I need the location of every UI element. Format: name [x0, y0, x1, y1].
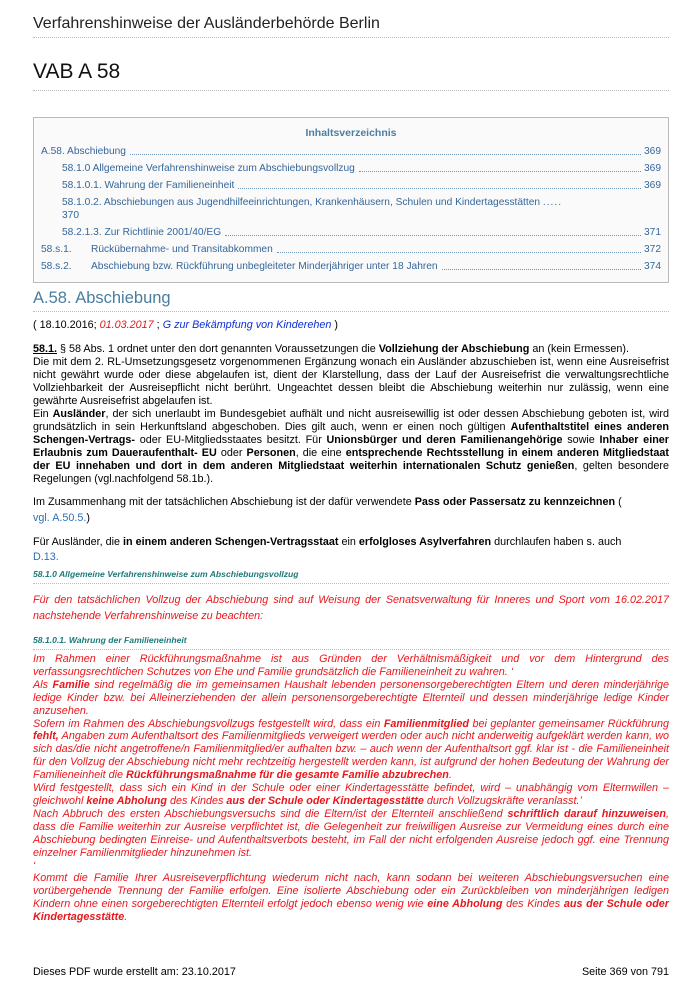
toc-entry[interactable]	[41, 145, 661, 158]
bold-text: Familie	[52, 678, 90, 691]
subsection-heading: 58.1.0.1. Wahrung der Familieneinheit	[33, 634, 669, 650]
toc-entry[interactable]	[41, 260, 661, 273]
bold-text: in einem anderen Schengen-Vertragsstaat	[123, 536, 339, 548]
toc-entry-label: 58.2.1.3. Zur Richtlinie 2001/40/EG	[62, 227, 222, 238]
family-unity-text: Im Rahmen einer Rückführungsmaßnahme ist aus Gründen der Verhältnismäßigkeit und vor dem Hintergrund des verfassungsrechtlichen Schutzes von Ehe und Familie grundsätzlich die Familieneinheit zu wahren. ‘	[33, 653, 669, 678]
bold-text: Ausländer	[52, 408, 106, 420]
document-page	[33, 0, 669, 924]
bold-text: Familienmitglied	[383, 717, 470, 730]
quote-mark: ‘	[33, 859, 36, 872]
page-footer	[33, 966, 669, 978]
toc-entry[interactable]	[41, 196, 661, 222]
text: )	[86, 512, 91, 524]
toc-entry-label: 58.1.0 Allgemeine Verfahrenshinweise zum Abschiebungsvollzug	[62, 163, 355, 174]
paragraph-text	[33, 535, 669, 565]
toc-entry-label: 58.1.0.2. Abschiebungen aus Jugendhilfeeinrichtungen, Krankenhäusern, Schulen und Kindertagesstätten	[62, 197, 541, 208]
toc-entry-page: 369	[644, 163, 661, 174]
toc-leader	[442, 269, 641, 270]
bold-text: erfolgloses Asylverfahren	[358, 536, 492, 548]
paragraph-text	[33, 494, 669, 526]
date-text: ( 18.10.2016;	[33, 319, 100, 331]
text: , der sich unerlaubt im Bundesgebiet aufhält und nicht ausreisewillig ist oder dessen Abschiebung geboten ist, wird grundsätzlich in sein Herkunftsland abgeschoben. Dies gilt auch, wenn er einen noch gültigen	[33, 408, 670, 433]
toc-entry-page: 371	[644, 227, 661, 238]
text: , dass die Familie weiterhin zur Ausreise verpflichtet ist, die Gelegenheit zur freiwilligen Ausreise zur Vermeidung eines durch eine Abschiebung bedingten Einreise- und Aufenthaltsverbots besteht, im Fall der nicht erfolgenden Ausreise jedoch ggf. eine Trennung einzelner Familienmitglieder hinzunehmen ist.	[33, 807, 669, 859]
toc-entry[interactable]	[41, 226, 661, 239]
bold-text: Inhaber einer Erlaubnis zum Daueraufenthalt- EU	[33, 434, 669, 459]
text: § 58 Abs. 1 ordnet unter den dort genannten Voraussetzungen die	[57, 343, 379, 355]
toc-title: Inhaltsverzeichnis	[305, 127, 397, 139]
text: durch Vollzugskräfte veranlasst.’	[423, 794, 582, 807]
bold-text: Personen	[246, 447, 296, 459]
bold-text: keine Abholung	[86, 794, 167, 807]
text: .	[448, 769, 452, 782]
amendment-dates	[33, 319, 669, 332]
table-of-contents	[33, 117, 669, 283]
toc-entry[interactable]	[41, 179, 661, 192]
bold-text: Rückführungsmaßnahme für die gesamte Familie abzubrechen	[126, 769, 449, 782]
text: Sofern im Rahmen des Abschiebungsvollzugs festgestellt wird, dass ein	[33, 717, 384, 730]
site-title: Verfahrenshinweise der Ausländerbehörde Berlin	[33, 0, 669, 38]
toc-entry-number: 58.s.2.	[41, 261, 72, 272]
toc-entry-label: 58.1.0.1. Wahrung der Familieneinheit	[62, 180, 235, 191]
toc-entry[interactable]	[41, 162, 661, 175]
amendment-law-link[interactable]: G zur Bekämpfung von Kinderehen	[162, 319, 332, 331]
family-unity-text	[33, 679, 669, 718]
toc-leader	[359, 171, 641, 172]
text: bei geplanter gemeinsamer Rückführung	[469, 717, 669, 730]
text: Für Ausländer, die	[33, 536, 124, 548]
toc-entry-label: Rückübernahme- und Transitabkommen	[91, 244, 273, 255]
toc-leader	[225, 235, 641, 236]
family-unity-text	[33, 872, 669, 924]
toc-entry-number: 58.s.1.	[41, 244, 72, 255]
subsection-heading: 58.1.0 Allgemeine Verfahrenshinweise zum Abschiebungsvollzug	[33, 568, 669, 584]
paragraph-text: Die mit dem 2. RL-Umsetzungsgesetz vorgenommenen Ergänzung wonach ein Ausländer abzuschieben ist, wenn eine Ausreisefrist nicht gewährt wurde oder diese abgelaufen ist, dient der Klarstellung, dass der Lauf der Ausreisefrist die verwaltungsrechtliche Vollziehbarkeit der Ausreisepflicht nicht berührt. Ungeachtet dessen bleibt die Abschiebung weiterhin nur zulässig, wenn eine gewährte Ausreisefrist abgelaufen ist.	[33, 356, 669, 407]
text: Wird festgestellt, dass sich ein Kind in der Schule oder einer Kindertagesstätte befindet, wird – unabhängig vom Elternwillen – gleichwohl	[33, 782, 669, 807]
paragraph-58-1	[33, 343, 669, 356]
text: sind regelmäßig die im gemeinsamen Haushalt lebenden personensorgeberechtigten Eltern und deren minderjährige ledige Kinder bzw. bei Alleinerziehenden der allein personensorgeberechtigte Elternteil und dessen minderjährige ledige Kinder anzusehen.	[33, 678, 669, 717]
bold-text: aus der Schule oder Kindertagesstätte	[33, 898, 670, 924]
text: , gelten besondere Regelungen (vgl.nachfolgend 58.1b.).	[33, 460, 669, 485]
toc-leader-short: .....	[542, 197, 563, 208]
text: Nach Abbruch des ersten Abschiebungsversuchs sind die Eltern/ist der Elternteil anschließend	[33, 807, 508, 820]
toc-leader	[130, 154, 641, 155]
bold-text: entsprechende Rechtsstellung in einem anderen Mitgliedstaat der EU innehaben und dort in dem anderen Mitgliedstaat weiterhin internationalen Schutz genießen	[33, 447, 670, 472]
text: Kommt die Familie Ihrer Ausreiseverpflichtung wiederum nicht nach, kann sodann bei weiteren Abschiebungsversuchen eine vorübergehende Trennung der Familie erfolgen. Eine isolierte Abschiebung oder ein Zurückbleiben von minderjährigen ledigen Kindern ohne einen sorgeberechtigten Elternteil erfolgt jedoch ebenso wenig wie	[33, 872, 669, 911]
link-a-50-5[interactable]: vgl. A.50.5.	[33, 512, 87, 524]
toc-leader	[238, 188, 641, 189]
text: Angaben zum Aufenthaltsort des Familienmitglieds verweigert werden oder auch nicht anderweitig aufgeklärt werden kann, wo sich das/die nicht angetroffene/n Familienmitglied/er aufhalten bzw. – auch wenn der Aufenthaltsort ggf. klar ist - die Familieneinheit für den Vollzug der Abschiebung nicht mehr rechtzeitig hergestellt werden kann, ist aufgrund der hohen Bedeutung der Wahrung der Familieneinheit die	[33, 730, 669, 782]
text: des Kindes	[502, 898, 564, 911]
text: sowie	[562, 434, 600, 446]
link-d-13[interactable]: D.13.	[33, 551, 59, 563]
family-unity-text	[33, 782, 669, 808]
text: (	[615, 496, 622, 508]
bold-text: Pass oder Passersatz zu kennzeichnen	[414, 496, 616, 508]
text: , die eine	[295, 447, 346, 459]
text: Im Zusammenhang mit der tatsächlichen Abschiebung ist der dafür verwendete	[33, 496, 415, 508]
text: .	[124, 911, 128, 924]
bold-text: fehlt,	[33, 730, 59, 743]
text: Als	[33, 678, 53, 691]
text: an (kein Ermessen).	[529, 343, 629, 355]
doc-title: VAB A 58	[33, 60, 669, 91]
text: durchlaufen haben s. auch	[491, 536, 622, 548]
toc-entry-label: Abschiebung bzw. Rückführung unbegleiteter Minderjähriger unter 18 Jahren	[91, 261, 438, 272]
toc-entry-page: 369	[644, 146, 661, 157]
bold-text: Vollziehung der Abschiebung	[378, 343, 530, 355]
footer-page-number: Seite 369 von 791	[581, 966, 669, 978]
footer-created-date: Dieses PDF wurde erstellt am: 23.10.2017	[33, 966, 236, 978]
text: oder EU-Mitgliedsstaates besitzt. Für	[135, 434, 327, 446]
family-unity-text	[33, 808, 669, 860]
toc-entry[interactable]	[41, 243, 661, 256]
bold-text: Aufenthaltstitel eines anderen Schengen-Vertrags-	[33, 421, 669, 446]
paragraph-text	[33, 408, 669, 486]
toc-entry-page: 374	[644, 261, 661, 272]
paragraph-number: 58.1.	[33, 343, 58, 355]
amendment-date-red: 01.03.2017	[99, 319, 154, 331]
bold-text: eine Abholung	[427, 898, 503, 911]
toc-entry-page: 372	[644, 244, 661, 255]
text: Ein	[33, 408, 53, 420]
section-heading: A.58. Abschiebung	[33, 289, 669, 312]
family-unity-text	[33, 718, 669, 783]
date-close: )	[331, 319, 338, 331]
text: des Kindes	[167, 794, 227, 807]
toc-entry-label: A.58. Abschiebung	[41, 146, 126, 157]
toc-leader	[277, 252, 641, 253]
bold-text: aus der Schule oder Kindertagesstätte	[226, 794, 424, 807]
instruction-text: Für den tatsächlichen Vollzug der Abschiebung sind auf Weisung der Senatsverwaltung für Inneres und Sport vom 16.02.2017 nachstehende Verfahrenshinweise zu beachten:	[33, 594, 669, 622]
text: ein	[338, 536, 359, 548]
bold-text: schriftlich darauf hinzuweisen	[507, 807, 666, 820]
toc-entry-page: 370	[62, 210, 79, 221]
bold-text: Unionsbürger und deren Familienangehörige	[326, 434, 563, 446]
text: oder	[216, 447, 247, 459]
separator: ;	[153, 319, 163, 331]
toc-entry-page: 369	[644, 180, 661, 191]
